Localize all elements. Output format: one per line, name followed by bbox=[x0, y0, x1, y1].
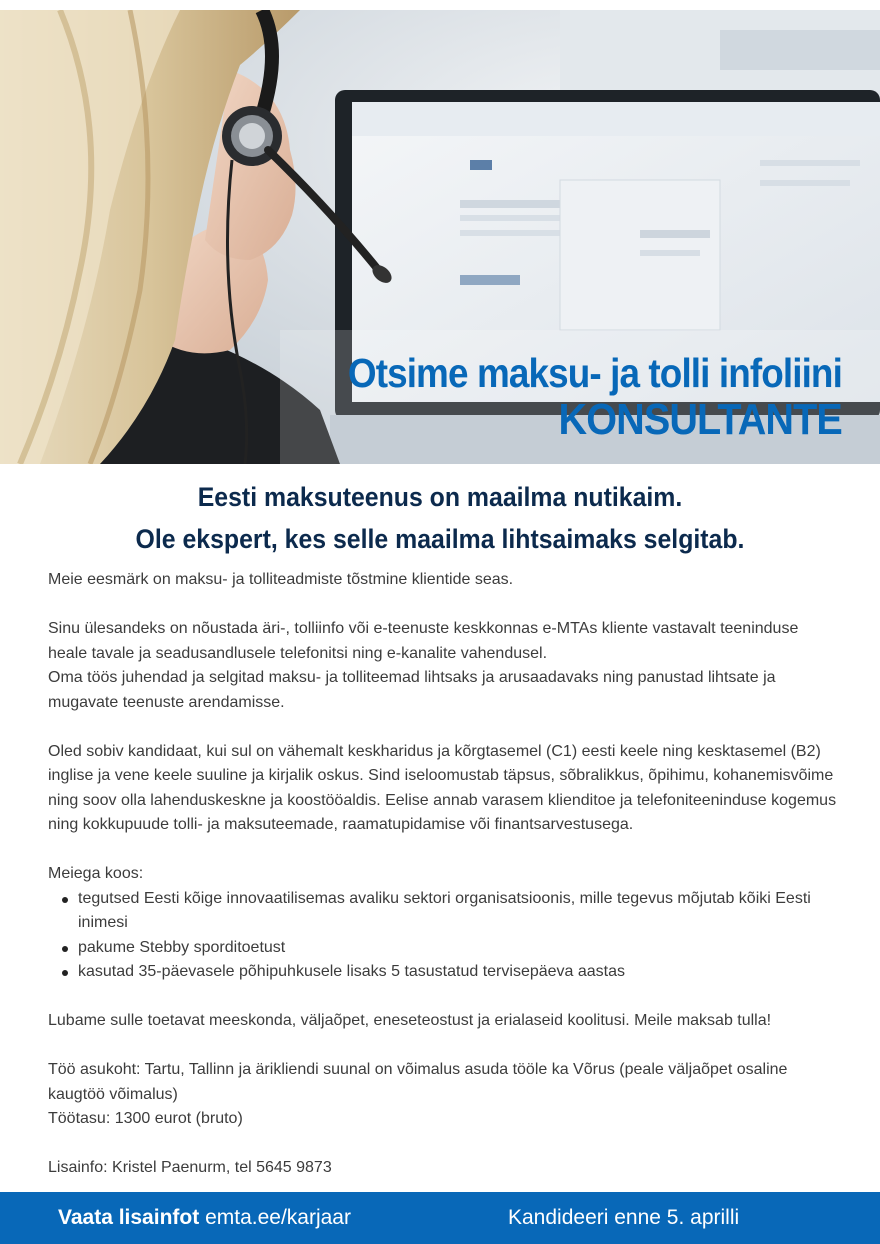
headline bbox=[0, 476, 880, 560]
spacer bbox=[48, 593, 838, 618]
benefits-heading: Meiega koos: bbox=[48, 865, 144, 882]
salary-paragraph: Töötasu: 1300 eurot (bruto) bbox=[48, 1110, 243, 1127]
requirements-paragraph: Oled sobiv kandidaat, kui sul on vähemalt keskharidus ja kõrgtasemel (C1) eesti keele ning kesktasemel (B2) inglise ja vene keele suuline ja kirjalik oskus. Sind iseloomustab täpsus, sõbralikkus, õpihimu, kohanemisvõime ning soov olla lahenduskeskne ja koostööaldis. Eelise annab varasem klienditoe ja telefoniteeninduse kogemus ning kokkupuude tolli- ja maksuteemade, raamatupidamise või finantsarvestusega. bbox=[48, 742, 837, 833]
intro-paragraph: Meie eesmärk on maksu- ja tolliteadmiste tõstmine klientide seas. bbox=[48, 571, 514, 588]
footer-bar bbox=[0, 1192, 880, 1244]
duties-paragraph-2: Oma töös juhendad ja selgitad maksu- ja tolliteemad lihtsaks ja arusaadavaks ning panustad lihtsate ja mugavate teenuste arendamisse. bbox=[48, 669, 776, 711]
spacer bbox=[48, 1034, 838, 1059]
promise-paragraph: Lubame sulle toetavat meeskonda, väljaõpet, eneseteostust ja erialaseid koolitusi. Meile maksab tulla! bbox=[48, 1012, 772, 1029]
headline-line-1: Eesti maksuteenus on maailma nutikaim. bbox=[197, 482, 683, 512]
benefits-list bbox=[48, 887, 838, 985]
footer-info-label: Vaata lisainfot bbox=[58, 1206, 200, 1229]
hero-banner bbox=[0, 10, 880, 464]
spacer bbox=[48, 838, 838, 863]
spacer bbox=[48, 715, 838, 740]
benefit-item: pakume Stebby sporditoetust bbox=[48, 936, 838, 961]
spacer bbox=[48, 1132, 838, 1157]
headline-line-2: Ole ekspert, kes selle maailma lihtsaimaks selgitab. bbox=[135, 524, 745, 554]
hero-title bbox=[293, 350, 842, 444]
location-paragraph: Töö asukoht: Tartu, Tallinn ja ärikliendi suunal on võimalus asuda tööle ka Võrus (peale väljaõpet osaline kaugtöö võimalus) bbox=[48, 1061, 788, 1103]
job-description bbox=[48, 568, 838, 1181]
spacer bbox=[48, 985, 838, 1010]
footer-deadline: Kandideeri enne 5. aprilli bbox=[508, 1206, 740, 1229]
duties-paragraph-1: Sinu ülesandeks on nõustada äri-, tolliinfo või e-teenuste keskkonnas e-MTAs kliente vastavalt teeninduse heale tavale ja seadusandlusele telefonitsi ning e-kanalite vahendusel. bbox=[48, 620, 799, 662]
footer-info-url[interactable]: emta.ee/karjaar bbox=[205, 1206, 351, 1229]
benefit-item: tegutsed Eesti kõige innovaatilisemas avaliku sektori organisatsioonis, mille tegevus mõjutab kõiki Eesti inimesi bbox=[48, 887, 838, 936]
hero-title-line-1: Otsime maksu- ja tolli infoliini bbox=[347, 350, 842, 396]
footer-info[interactable] bbox=[58, 1204, 351, 1232]
benefit-item: kasutad 35-päevasele põhipuhkusele lisaks 5 tasustatud tervisepäeva aastas bbox=[48, 960, 838, 985]
hero-title-line-2: KONSULTANTE bbox=[558, 395, 842, 444]
contact-paragraph: Lisainfo: Kristel Paenurm, tel 5645 9873 bbox=[48, 1159, 332, 1176]
